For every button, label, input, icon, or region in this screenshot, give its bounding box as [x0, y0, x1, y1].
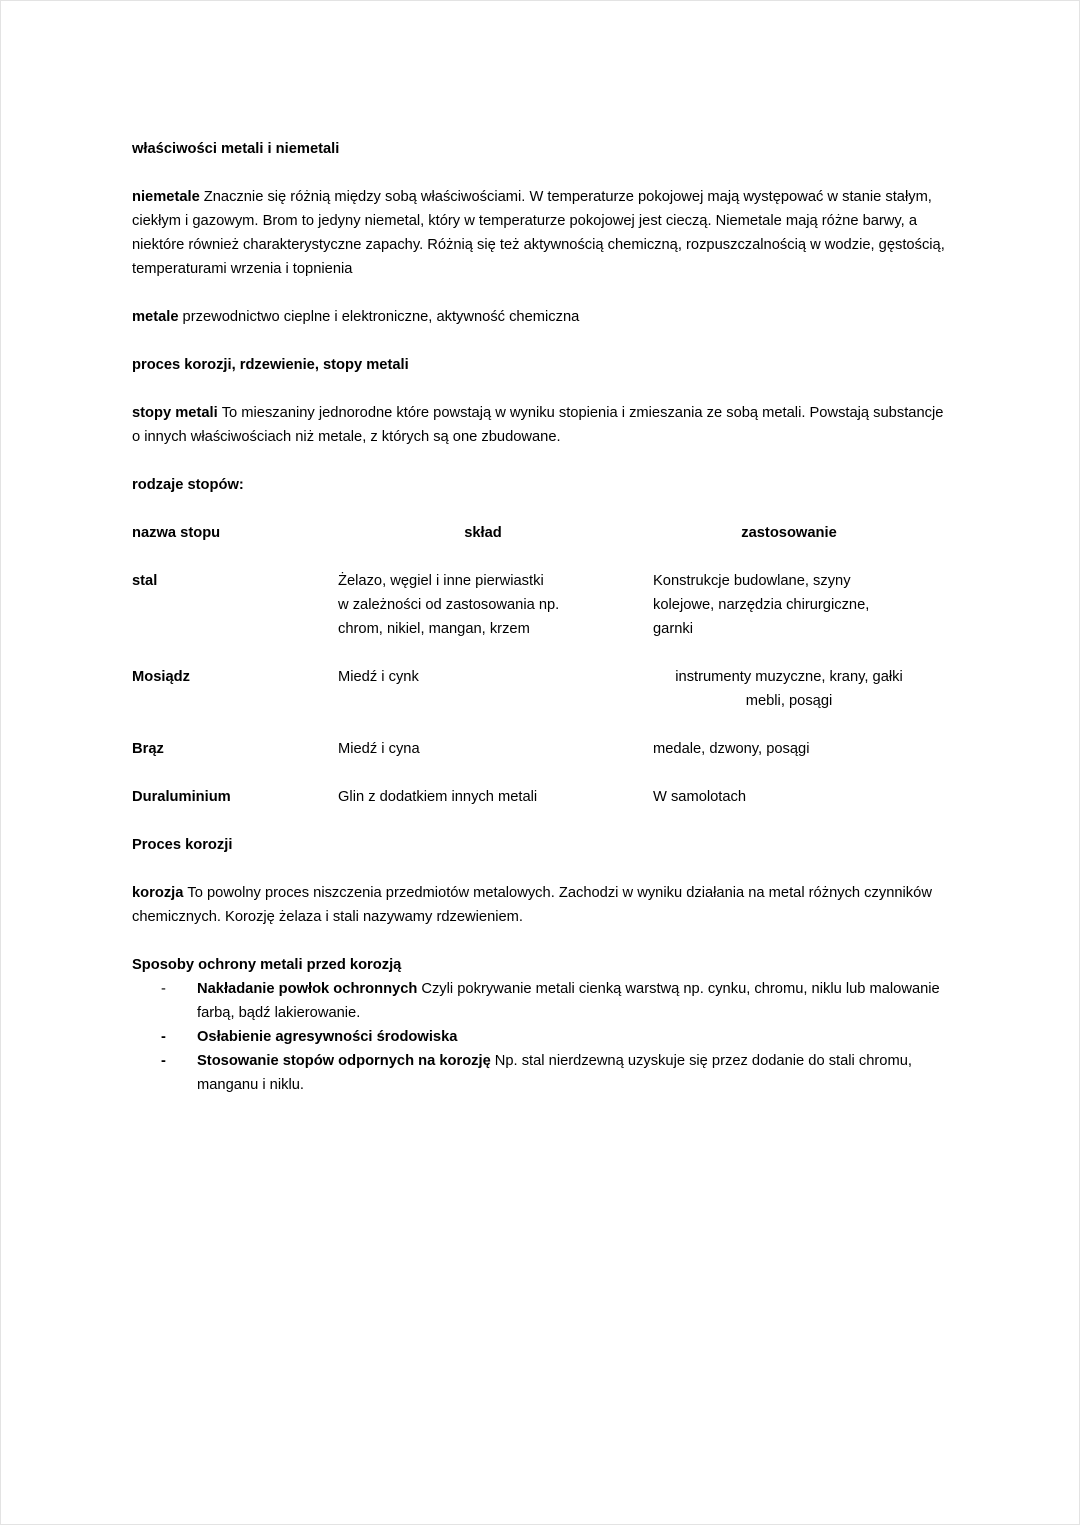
list-item-protective-coatings — [132, 977, 950, 1025]
bullet-dash-icon: - — [161, 1029, 166, 1045]
cell-alloy-name: Mosiądz — [132, 669, 190, 685]
bullet-dash-icon: - — [161, 1053, 166, 1069]
paragraph-corrosion-definition — [132, 881, 950, 929]
list-item-content — [197, 1025, 950, 1049]
column-header-application: zastosowanie — [741, 525, 837, 541]
text-metals: przewodnictwo cieplne i elektroniczne, aktywność chemiczna — [182, 309, 580, 325]
list-item-content — [197, 977, 950, 1025]
cell-line: Żelazo, węgiel i inne pierwiastki — [338, 573, 544, 589]
cell-application — [628, 785, 950, 809]
text-corrosion: To powolny proces niszczenia przedmiotów metalowych. Zachodzi w wyniku działania na metal różnych czynników chemicznych. Korozję żelaza i stali nazywamy rdzewieniem. — [132, 885, 932, 925]
cell-line: kolejowe, narzędzia chirurgiczne, — [653, 597, 870, 613]
lead-metals: metale — [132, 309, 179, 325]
cell-line: chrom, nikiel, mangan, krzem — [338, 621, 530, 637]
cell-application — [628, 569, 950, 641]
cell-application — [628, 665, 950, 713]
cell-alloy-name: Brąz — [132, 741, 164, 757]
cell-line: Miedź i cyna — [338, 741, 420, 757]
heading-protection-methods: Sposoby ochrony metali przed korozją — [132, 957, 402, 973]
list-item-text: Czyli pokrywanie metali cienką warstwą np. cynku, chromu, niklu lub malowanie farbą, bądź lakierowanie. — [197, 981, 940, 1021]
heading-alloy-types: rodzaje stopów: — [132, 477, 244, 493]
cell-line: Miedź i cynk — [338, 669, 419, 685]
cell-line: w zależności od zastosowania np. — [338, 597, 560, 613]
lead-nonmetals: niemetale — [132, 189, 200, 205]
table-row-duralumin — [132, 785, 950, 809]
cell-line: garnki — [653, 621, 694, 637]
heading-properties-metals-nonmetals: właściwości metali i niemetali — [132, 141, 340, 157]
paragraph-metals — [132, 305, 950, 329]
alloys-table — [132, 521, 950, 809]
column-header-composition: skład — [464, 525, 502, 541]
table-row-brass — [132, 665, 950, 713]
lead-alloys: stopy metali — [132, 405, 218, 421]
list-item-text: Np. stal nierdzewną uzyskuje się przez dodanie do stali chromu, manganu i niklu. — [197, 1053, 912, 1093]
cell-application — [628, 737, 950, 761]
cell-alloy-name: Duraluminium — [132, 789, 231, 805]
list-item-content — [197, 1049, 950, 1097]
cell-composition — [338, 665, 628, 713]
cell-line: medale, dzwony, posągi — [653, 741, 810, 757]
list-item-lead: Nakładanie powłok ochronnych — [197, 981, 418, 997]
cell-line: Glin z dodatkiem innych metali — [338, 789, 538, 805]
table-header-row — [132, 521, 950, 545]
list-item-resistant-alloys — [132, 1049, 950, 1097]
protection-methods-list — [132, 977, 950, 1097]
table-row-bronze — [132, 737, 950, 761]
lead-corrosion: korozja — [132, 885, 184, 901]
heading-corrosion-process: Proces korozji — [132, 837, 233, 853]
table-row-steel — [132, 569, 950, 641]
list-item-lead: Stosowanie stopów odpornych na korozję — [197, 1053, 491, 1069]
list-item-lead: Osłabienie agresywności środowiska — [197, 1029, 458, 1045]
column-header-alloy-name: nazwa stopu — [132, 525, 221, 541]
cell-alloy-name: stal — [132, 573, 158, 589]
paragraph-alloys-definition — [132, 401, 950, 449]
cell-line: mebli, posągi — [745, 693, 833, 709]
cell-line: instrumenty muzyczne, krany, gałki — [675, 669, 903, 685]
cell-composition — [338, 737, 628, 761]
cell-composition — [338, 569, 628, 641]
list-item-environment — [132, 1025, 950, 1049]
text-alloys: To mieszaniny jednorodne które powstają w wyniku stopienia i zmieszania ze sobą metali. Powstają substancje o innych właściwościach niż metale, z których są one zbudowane. — [132, 405, 944, 445]
paragraph-nonmetals — [132, 185, 950, 281]
bullet-dash-icon: - — [161, 981, 166, 997]
text-nonmetals: Znacznie się różnią między sobą właściwościami. W temperaturze pokojowej mają występować w stanie stałym, ciekłym i gazowym. Brom to jedyny niemetal, który w temperaturze pokojowej jest cieczą. Niemetale mają różne barwy, a niektóre również charakterystyczne zapachy. Różnią się też aktywnością chemiczną, rozpuszczalnością w wodzie, gęstością, temperaturami wrzenia i topnienia — [132, 189, 945, 277]
cell-composition — [338, 785, 628, 809]
cell-line: Konstrukcje budowlane, szyny — [653, 573, 851, 589]
cell-line: W samolotach — [653, 789, 747, 805]
heading-corrosion-rusting-alloys: proces korozji, rdzewienie, stopy metali — [132, 357, 409, 373]
